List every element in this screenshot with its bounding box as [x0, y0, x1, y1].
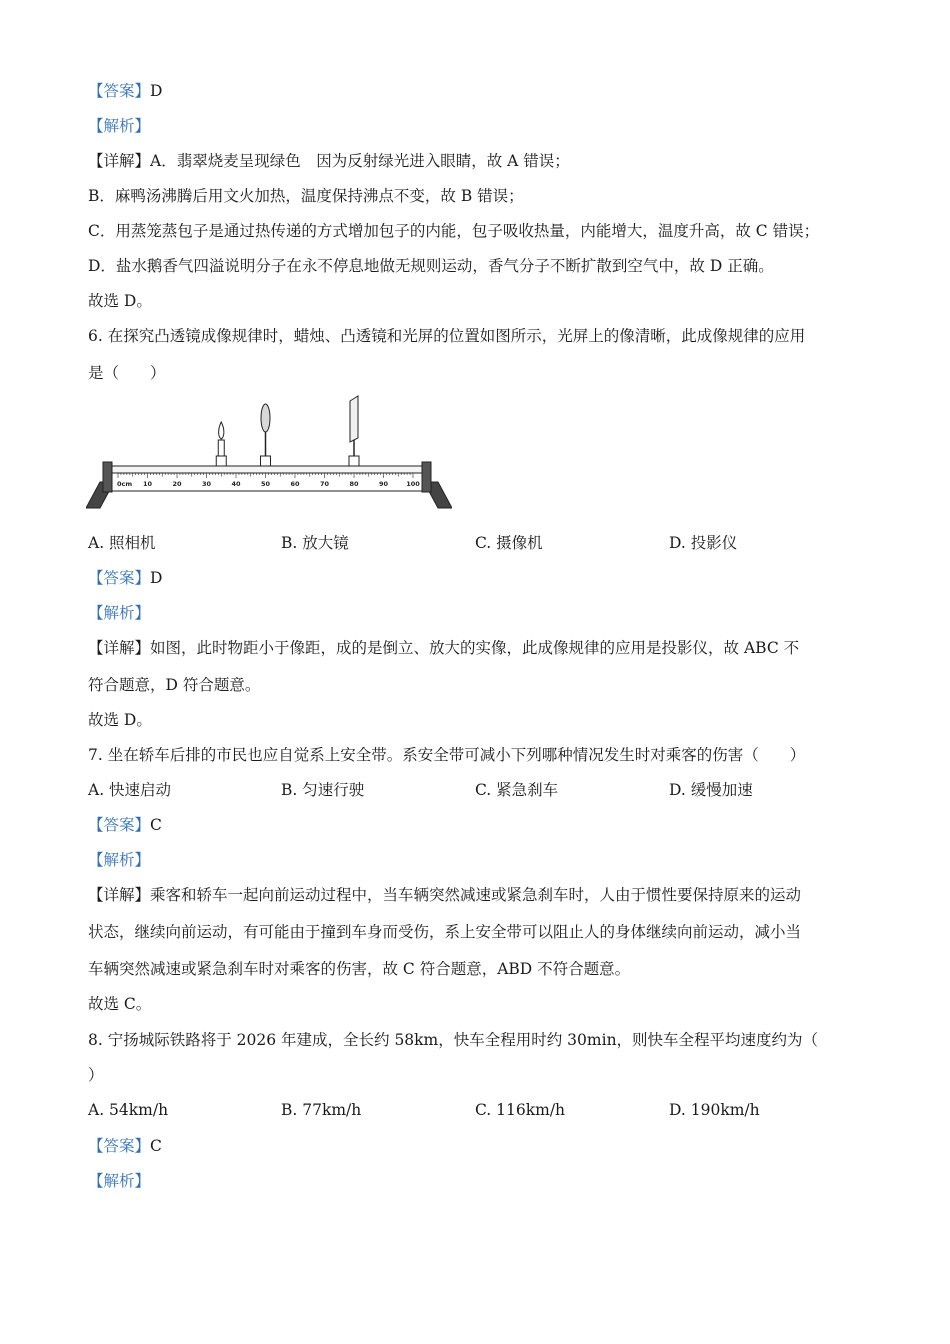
q6-answer: D: [150, 569, 163, 587]
q7-stem: 7. 坐在轿车后排的市民也应自觉系上安全带。系安全带可减小下列哪种情况发生时对乘客的伤害（ ）: [88, 746, 806, 764]
answer-label: 【答案】: [88, 569, 151, 587]
q8-option-d[interactable]: D. 190km/h: [669, 1101, 760, 1119]
lens-shape: [261, 404, 270, 432]
q7-detail-line-3: 车辆突然减速或紧急刹车时对乘客的伤害，故 C 符合题意，ABD 不符合题意。: [88, 960, 631, 978]
rail-top: [110, 466, 424, 473]
ruler-tick-label: 50: [260, 480, 271, 488]
ruler-tick-label: 10: [142, 480, 153, 488]
q7-answer: C: [150, 816, 162, 834]
analysis-label: 【解析】: [88, 1172, 151, 1190]
left-end-block: [103, 462, 112, 492]
q6-option-d[interactable]: D. 投影仪: [669, 534, 738, 552]
q6-option-a[interactable]: A. 照相机: [88, 534, 156, 552]
ruler-tick-label: 70: [319, 480, 330, 488]
q5-detail-d: D．盐水鹅香气四溢说明分子在永不停息地做无规则运动，香气分子不断扩散到空气中，故 D 正确。: [88, 257, 774, 275]
ruler-tick-label: 20: [172, 480, 182, 488]
q6-analysis-label: [88, 600, 878, 626]
q7-option-d[interactable]: D. 缓慢加速: [669, 781, 753, 799]
q5-answer: D: [150, 82, 163, 100]
q5-detail-a-text: A．翡翠烧麦呈现绿色 因为反射绿光进入眼睛，故 A 错误；: [150, 152, 570, 170]
q6-stem-line-2: 是（ ）: [88, 364, 166, 382]
answer-label: 【答案】: [88, 816, 151, 834]
q7-detail-line-2: 状态，继续向前运动，有可能由于撞到车身而受伤，系上安全带可以阻止人的身体继续向前运动，减小当: [88, 923, 802, 941]
candle-holder: [216, 456, 226, 466]
q5-detail-a: [88, 148, 878, 174]
ruler-tick-label: 40: [231, 480, 241, 488]
analysis-label: 【解析】: [88, 604, 151, 622]
ruler-tick-label: 100: [406, 480, 420, 488]
right-end-block: [422, 462, 431, 492]
q5-analysis-label: [88, 113, 878, 139]
q6-answer-line: [88, 565, 878, 591]
q8-answer: C: [150, 1137, 162, 1155]
q8-stem-line-2: ）: [88, 1066, 104, 1084]
screen-holder: [349, 456, 359, 466]
ruler-tick-label: 80: [349, 480, 359, 488]
q7-detail-line-1: [88, 882, 878, 908]
q5-detail-b: B．麻鸭汤沸腾后用文火加热，温度保持沸点不变，故 B 错误；: [88, 187, 524, 205]
q5-detail-c: C．用蒸笼蒸包子是通过热传递的方式增加包子的内能，包子吸收热量，内能增大，温度升高，故 C 错误；: [88, 222, 820, 240]
lens-holder: [261, 456, 271, 466]
q6-detail-line-2: 符合题意，D 符合题意。: [88, 676, 261, 694]
q7-conclusion: 故选 C。: [88, 995, 152, 1013]
convex-lens: [261, 404, 271, 466]
q7-option-a[interactable]: A. 快速启动: [88, 781, 172, 799]
q8-stem-line-1: 8. 宁扬城际铁路将于 2026 年建成，全长约 58km，快车全程用时约 30min，则快车全程平均速度约为（: [88, 1031, 819, 1049]
optical-bench-figure: [86, 388, 452, 512]
q7-detail-text: 乘客和轿车一起向前运动过程中，当车辆突然减速或紧急刹车时，人由于惯性要保持原来的运动: [150, 886, 802, 904]
candle: [216, 422, 226, 466]
answer-label: 【答案】: [88, 82, 151, 100]
q6-detail-line-1: [88, 635, 878, 661]
ruler-tick-label: 30: [201, 480, 212, 488]
detail-label: 【详解】: [88, 639, 151, 657]
screen-panel: [350, 396, 358, 442]
answer-label: 【答案】: [88, 1137, 151, 1155]
ruler-tick-label: 90: [378, 480, 389, 488]
q8-option-a[interactable]: A. 54km/h: [88, 1101, 169, 1119]
q8-option-c[interactable]: C. 116km/h: [475, 1101, 566, 1119]
analysis-label: 【解析】: [88, 851, 151, 869]
ruler-tick-label: 60: [290, 480, 300, 488]
q6-conclusion: 故选 D。: [88, 711, 152, 729]
q7-analysis-label: [88, 847, 878, 873]
q6-option-b[interactable]: B. 放大镜: [281, 534, 349, 552]
q5-answer-line: [88, 78, 878, 104]
q6-options: [88, 530, 878, 556]
light-screen: [349, 396, 359, 466]
q7-options: [88, 777, 878, 803]
candle-body: [218, 440, 224, 456]
q7-option-c[interactable]: C. 紧急刹车: [475, 781, 559, 799]
q5-conclusion: 故选 D。: [88, 292, 152, 310]
q8-analysis-label: [88, 1168, 878, 1194]
q8-options: [88, 1097, 878, 1123]
candle-flame: [219, 422, 224, 439]
detail-label: 【详解】: [88, 152, 151, 170]
q6-option-c[interactable]: C. 摄像机: [475, 534, 543, 552]
q7-answer-line: [88, 812, 878, 838]
q7-option-b[interactable]: B. 匀速行驶: [281, 781, 365, 799]
q8-option-b[interactable]: B. 77km/h: [281, 1101, 362, 1119]
q6-detail-text: 如图，此时物距小于像距，成的是倒立、放大的实像，此成像规律的应用是投影仪，故 ABC 不: [150, 639, 800, 657]
q6-stem-line-1: 6. 在探究凸透镜成像规律时，蜡烛、凸透镜和光屏的位置如图所示，光屏上的像清晰，此成像规律的应用: [88, 327, 806, 345]
analysis-label: 【解析】: [88, 117, 151, 135]
detail-label: 【详解】: [88, 886, 151, 904]
q8-answer-line: [88, 1133, 878, 1159]
ruler-unit-label: 0cm: [117, 480, 133, 488]
